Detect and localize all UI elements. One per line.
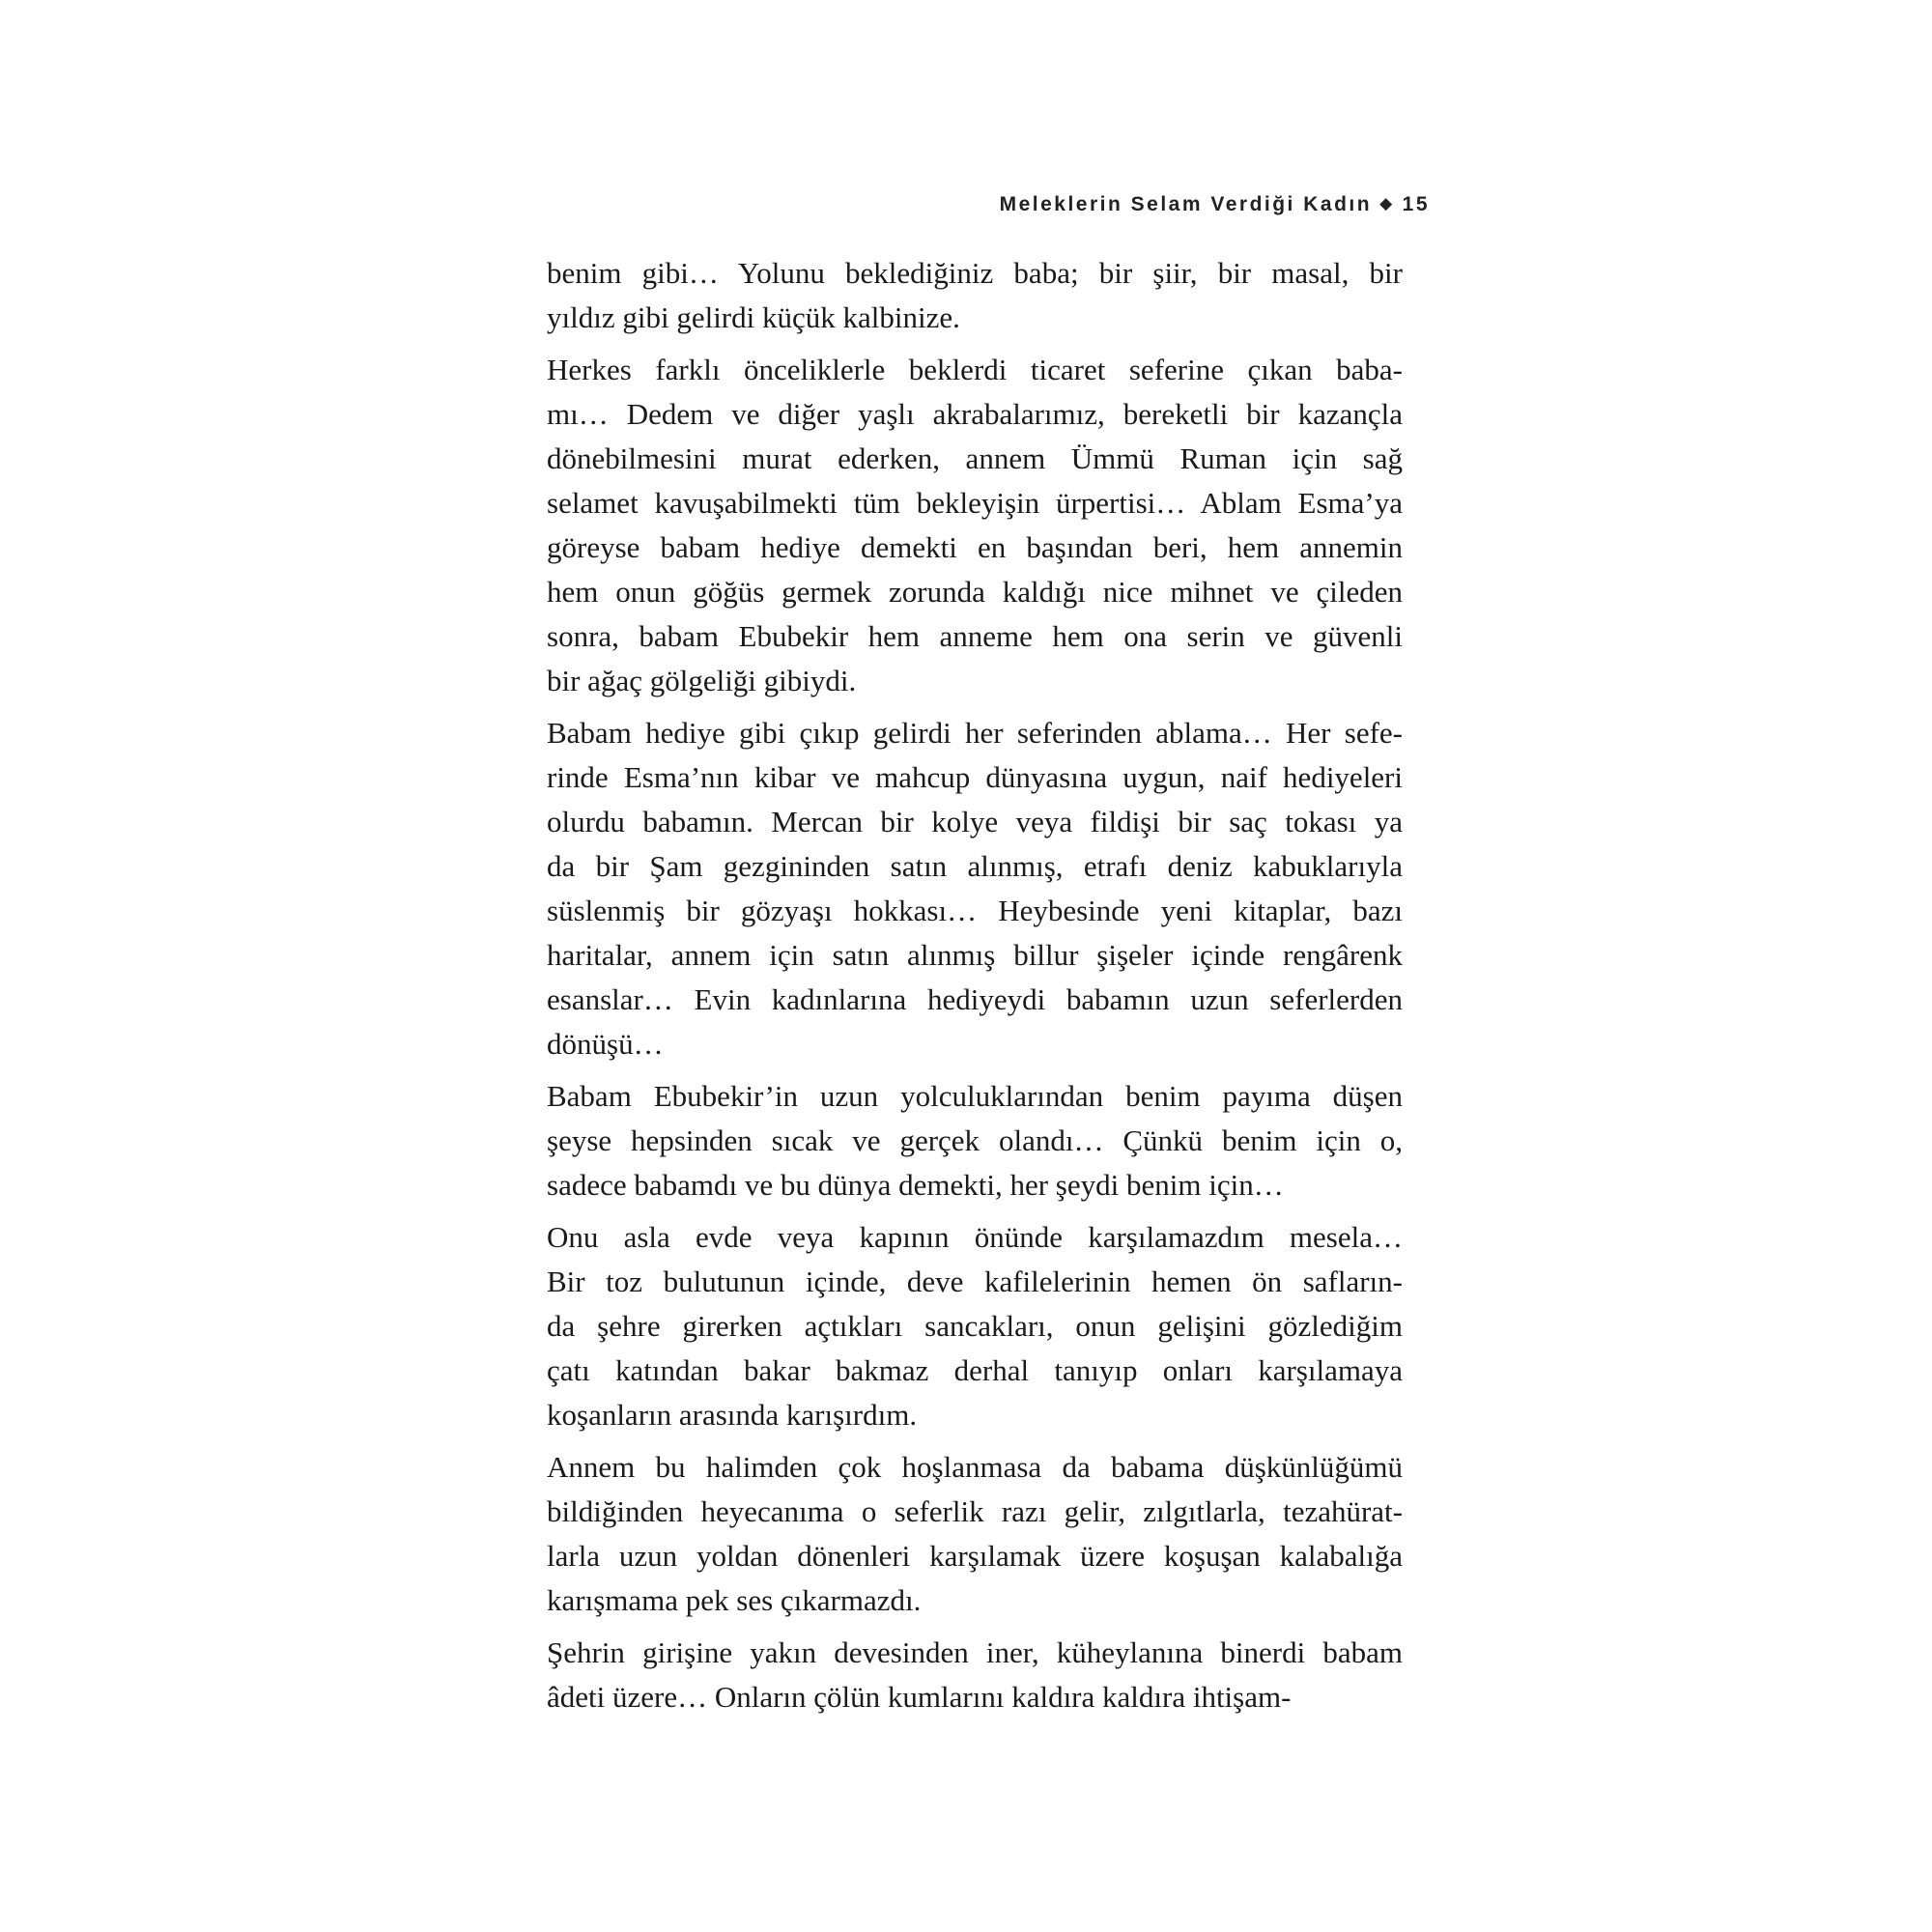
paragraph bbox=[547, 348, 1403, 703]
text-line: çatı katından bakar bakmaz derhal tanıyıp onları karşılamaya bbox=[547, 1353, 1403, 1387]
text-line: göreyse babam hediye demekti en başından beri, hem annemin bbox=[547, 530, 1403, 564]
text-line: Bir toz bulutunun içinde, deve kafilelerinin hemen ön safların- bbox=[547, 1264, 1403, 1298]
text-line: benim gibi… Yolunu beklediğiniz baba; bir şiir, bir masal, bir bbox=[547, 256, 1403, 290]
text-line: şeyse hepsinden sıcak ve gerçek olandı… Çünkü benim için o, bbox=[547, 1123, 1403, 1157]
text-line: Şehrin girişine yakın devesinden iner, küheylanına binerdi babam bbox=[547, 1635, 1403, 1669]
page-number: 15 bbox=[1402, 193, 1430, 215]
paragraph bbox=[547, 1215, 1403, 1437]
text-line: Herkes farklı önceliklerle beklerdi ticaret seferine çıkan baba- bbox=[547, 353, 1403, 386]
text-line: olurdu babamın. Mercan bir kolye veya fildişi bir saç tokası ya bbox=[547, 805, 1403, 838]
text-line: Onu asla evde veya kapının önünde karşılamazdım mesela… bbox=[547, 1220, 1403, 1254]
text-line: Babam Ebubekir’in uzun yolculuklarından benim payıma düşen bbox=[547, 1079, 1403, 1113]
text-line: yıldız gibi gelirdi küçük kalbinize. bbox=[547, 300, 960, 334]
text-line: süslenmiş bir gözyaşı hokkası… Heybesinde yeni kitaplar, bazı bbox=[547, 894, 1403, 927]
text-line: larla uzun yoldan dönenleri karşılamak üzere koşuşan kalabalığa bbox=[547, 1539, 1403, 1573]
text-line: sonra, babam Ebubekir hem anneme hem ona serin ve güvenli bbox=[547, 619, 1403, 653]
text-line: âdeti üzere… Onların çölün kumlarını kaldıra kaldıra ihtişam- bbox=[547, 1680, 1292, 1714]
text-line: da şehre girerken açtıkları sancakları, onun gelişini gözlediğim bbox=[547, 1309, 1403, 1343]
text-line: bir ağaç gölgeliği gibiydi. bbox=[547, 664, 857, 697]
text-line: koşanların arasında karışırdım. bbox=[547, 1398, 918, 1432]
text-line: esanslar… Evin kadınlarına hediyeydi babamın uzun seferlerden bbox=[547, 982, 1403, 1016]
text-line: hem onun göğüs germek zorunda kaldığı nice mihnet ve çileden bbox=[547, 575, 1403, 609]
text-line: bildiğinden heyecanıma o seferlik razı gelir, zılgıtlarla, tezahürat- bbox=[547, 1494, 1403, 1528]
text-line: karışmama pek ses çıkarmazdı. bbox=[547, 1583, 922, 1617]
paragraph bbox=[547, 1631, 1403, 1719]
text-line: rinde Esma’nın kibar ve mahcup dünyasına uygun, naif hediyeleri bbox=[547, 760, 1403, 794]
book-title: Meleklerin Selam Verdiği Kadın bbox=[999, 193, 1373, 215]
paragraph bbox=[547, 1445, 1403, 1623]
paragraph bbox=[547, 1074, 1403, 1208]
text-line: Annem bu halimden çok hoşlanmasa da babama düşkünlüğümü bbox=[547, 1450, 1403, 1484]
text-line: dönüşü… bbox=[547, 1027, 664, 1061]
running-head bbox=[547, 193, 1430, 216]
paragraph bbox=[547, 711, 1403, 1066]
text-line: mı… Dedem ve diğer yaşlı akrabalarımız, bereketli bir kazançla bbox=[547, 397, 1403, 431]
text-line: dönebilmesini murat ederken, annem Ümmü Ruman için sağ bbox=[547, 441, 1403, 475]
text-line: sadece babamdı ve bu dünya demekti, her şeydi benim için… bbox=[547, 1168, 1284, 1202]
separator-diamond-icon: ◆ bbox=[1379, 194, 1395, 213]
body-text bbox=[547, 251, 1403, 1727]
text-line: selamet kavuşabilmekti tüm bekleyişin ürpertisi… Ablam Esma’ya bbox=[547, 486, 1403, 520]
text-line: haritalar, annem için satın alınmış billur şişeler içinde rengârenk bbox=[547, 938, 1403, 972]
text-line: da bir Şam gezgininden satın alınmış, etrafı deniz kabuklarıyla bbox=[547, 849, 1403, 883]
paragraph bbox=[547, 251, 1403, 340]
text-line: Babam hediye gibi çıkıp gelirdi her seferinden ablama… Her sefe- bbox=[547, 716, 1403, 750]
